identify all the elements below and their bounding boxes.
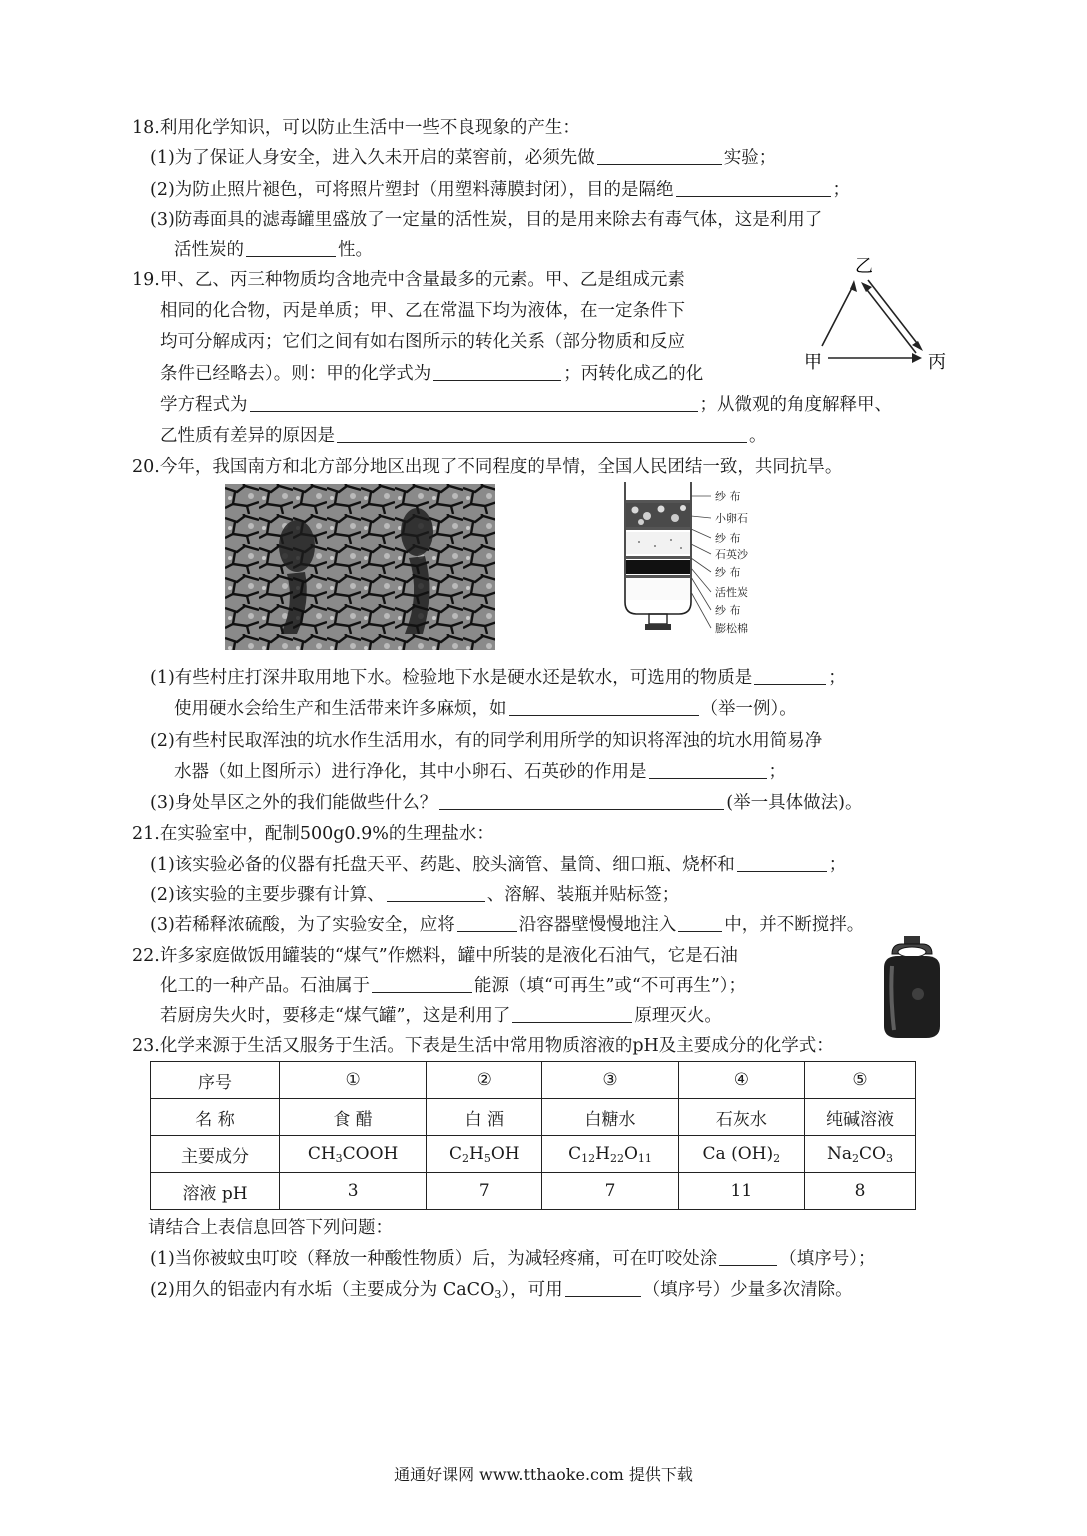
filter-label: 石英沙	[715, 548, 748, 561]
q21-part1: (1)该实验必备的仪器有托盘天平、药匙、胶头滴管、量筒、细口瓶、烧杯和 ；	[150, 855, 847, 875]
filter-label: 纱 布	[715, 532, 741, 545]
q23-part1: (1)当你被蚊虫叮咬（释放一种酸性物质）后，为减轻疼痛，可在叮咬处涂 （填序号）；	[150, 1249, 876, 1269]
answer-blank[interactable]	[387, 883, 485, 902]
table-cell: 食 醋	[280, 1099, 427, 1136]
q19-line4: 条件已经略去）。则：甲的化学式为 ；丙转化成乙的化	[160, 364, 704, 384]
q21-stem: 21.在实验室中，配制500g0.9%的生理盐水：	[132, 824, 494, 844]
diagram-label-left: 甲	[804, 352, 822, 373]
q19-line2: 相同的化合物，丙是单质；甲、乙在常温下均为液体，在一定条件下	[160, 301, 685, 321]
diagram-label-top: 乙	[855, 256, 873, 277]
table-cell: 8	[805, 1173, 916, 1210]
answer-blank[interactable]	[372, 974, 472, 993]
table-cell: 石灰水	[678, 1099, 804, 1136]
table-row	[151, 1173, 916, 1210]
answer-blank[interactable]	[433, 362, 561, 381]
table-row	[151, 1136, 916, 1173]
diagram-label-right: 丙	[928, 352, 946, 373]
gas-cylinder-image	[878, 934, 948, 1042]
table-row	[151, 1099, 916, 1136]
formula-cell: Ca $(OH)_2$	[678, 1136, 804, 1173]
q22-line1: 22.许多家庭做饭用罐装的“煤气”作燃料，罐中所装的是液化石油气，它是石油	[132, 946, 738, 966]
answer-blank[interactable]	[649, 760, 767, 779]
q22-line2: 化工的一种产品。石油属于 能源（填“可再生”或“不可再生”）；	[160, 976, 747, 996]
q20-stem: 20.今年，我国南方和北方部分地区出现了不同程度的旱情，全国人民团结一致，共同抗旱。	[132, 457, 843, 477]
q21-part2: (2)该实验的主要步骤有计算、 、溶解、装瓶并贴标签；	[150, 885, 680, 905]
answer-blank[interactable]	[719, 1247, 777, 1266]
table-cell: ③	[542, 1062, 678, 1099]
table-cell: ⑤	[805, 1062, 916, 1099]
filter-label: 膨松棉	[715, 622, 748, 635]
answer-blank[interactable]	[246, 238, 336, 257]
q18-part3-cont: 活性炭的 性。	[174, 240, 373, 260]
filter-label: 活性炭	[715, 586, 748, 599]
formula-cell: $C_2H_5OH$	[427, 1136, 542, 1173]
answer-blank[interactable]	[250, 393, 698, 412]
filter-label: 纱 布	[715, 604, 741, 617]
table-cell: 白糖水	[542, 1099, 678, 1136]
q18-part3: (3)防毒面具的滤毒罐里盛放了一定量的活性炭，目的是用来除去有毒气体，这是利用了	[150, 210, 823, 230]
row-header: 名 称	[151, 1099, 280, 1136]
answer-blank[interactable]	[565, 1278, 641, 1297]
q23-part2: (2)用久的铝壶内有水垢（主要成分为 CaCO$_3$），可用 （填序号）少量多次清除。	[150, 1280, 853, 1301]
q20-part1-cont: 使用硬水会给生产和生活带来许多麻烦，如 （举一例）。	[174, 699, 797, 719]
answer-blank[interactable]	[678, 913, 722, 932]
filter-label: 纱 布	[715, 566, 741, 579]
formula-cell: $CH_3COOH$	[280, 1136, 427, 1173]
arrow-bing-to-yi	[864, 286, 916, 353]
q19-line6: 乙性质有差异的原因是 。	[160, 426, 767, 446]
answer-blank[interactable]	[737, 853, 827, 872]
answer-blank[interactable]	[512, 1004, 632, 1023]
answer-blank[interactable]	[457, 913, 517, 932]
table-cell: 11	[678, 1173, 804, 1210]
arrow-yi-to-bing	[868, 280, 920, 347]
conversion-diagram	[800, 250, 960, 375]
table-cell: 3	[280, 1173, 427, 1210]
q19-line3: 均可分解成丙；它们之间有如右图所示的转化关系（部分物质和反应	[160, 332, 685, 352]
table-cell: ②	[427, 1062, 542, 1099]
formula-cell: $C_{12}H_{22}O_{11}$	[542, 1136, 678, 1173]
q22-line3: 若厨房失火时，要移走“煤气罐”，这是利用了 原理灭火。	[160, 1006, 722, 1026]
q20-part1: (1)有些村庄打深井取用地下水。检验地下水是硬水还是软水，可选用的物质是 ；	[150, 668, 846, 688]
table-row	[151, 1062, 916, 1099]
filter-label: 小卵石	[715, 512, 748, 525]
table-cell: 白 酒	[427, 1099, 542, 1136]
q18-part1: (1)为了保证人身安全，进入久未开启的菜窖前，必须先做 实验；	[150, 148, 777, 168]
answer-blank[interactable]	[439, 791, 724, 810]
row-header: 主要成分	[151, 1136, 280, 1173]
q19-line1: 19.甲、乙、丙三种物质均含地壳中含量最多的元素。甲、乙是组成元素	[132, 270, 685, 290]
table-cell: ①	[280, 1062, 427, 1099]
q20-part2-cont: 水器（如上图所示）进行净化，其中小卵石、石英砂的作用是 ；	[174, 762, 786, 782]
table-cell: 7	[427, 1173, 542, 1210]
q18-stem: 18.利用化学知识，可以防止生活中一些不良现象的产生：	[132, 118, 580, 138]
footer-watermark: 通通好课网 www.tthaoke.com 提供下载	[394, 1465, 693, 1484]
row-header: 序号	[151, 1062, 280, 1099]
arrowhead-icon	[912, 353, 922, 363]
q20-part2: (2)有些村民取浑浊的坑水作生活用水，有的同学利用所学的知识将浑浊的坑水用简易净	[150, 731, 823, 751]
q19-line5: 学方程式为 ；从微观的角度解释甲、	[160, 395, 892, 415]
answer-blank[interactable]	[597, 146, 722, 165]
drought-photo	[225, 484, 495, 650]
q23-intro: 请结合上表信息回答下列问题：	[148, 1218, 393, 1238]
answer-blank[interactable]	[337, 424, 747, 443]
answer-blank[interactable]	[509, 697, 699, 716]
arrow-jia-to-yi	[822, 284, 854, 346]
row-header: 溶液 pH	[151, 1173, 280, 1210]
table-cell: 纯碱溶液	[805, 1099, 916, 1136]
formula-cell: $Na_2CO_3$	[805, 1136, 916, 1173]
table-cell: ④	[678, 1062, 804, 1099]
q18-part2: (2)为防止照片褪色，可将照片塑封（用塑料薄膜封闭），目的是隔绝 ；	[150, 180, 851, 200]
water-filter-diagram	[615, 480, 775, 640]
ph-table	[150, 1061, 916, 1210]
q21-part3: (3)若稀释浓硫酸，为了实验安全，应将 沿容器壁慢慢地注入 中，并不断搅拌。	[150, 915, 865, 935]
answer-blank[interactable]	[676, 178, 831, 197]
q20-part3: (3)身处旱区之外的我们能做些什么？ (举一具体做法)。	[150, 793, 863, 813]
filter-label: 纱 布	[715, 490, 741, 503]
q23-stem: 23.化学来源于生活又服务于生活。下表是生活中常用物质溶液的pH及主要成分的化学式：	[132, 1036, 834, 1056]
table-cell: 7	[542, 1173, 678, 1210]
answer-blank[interactable]	[754, 666, 826, 685]
